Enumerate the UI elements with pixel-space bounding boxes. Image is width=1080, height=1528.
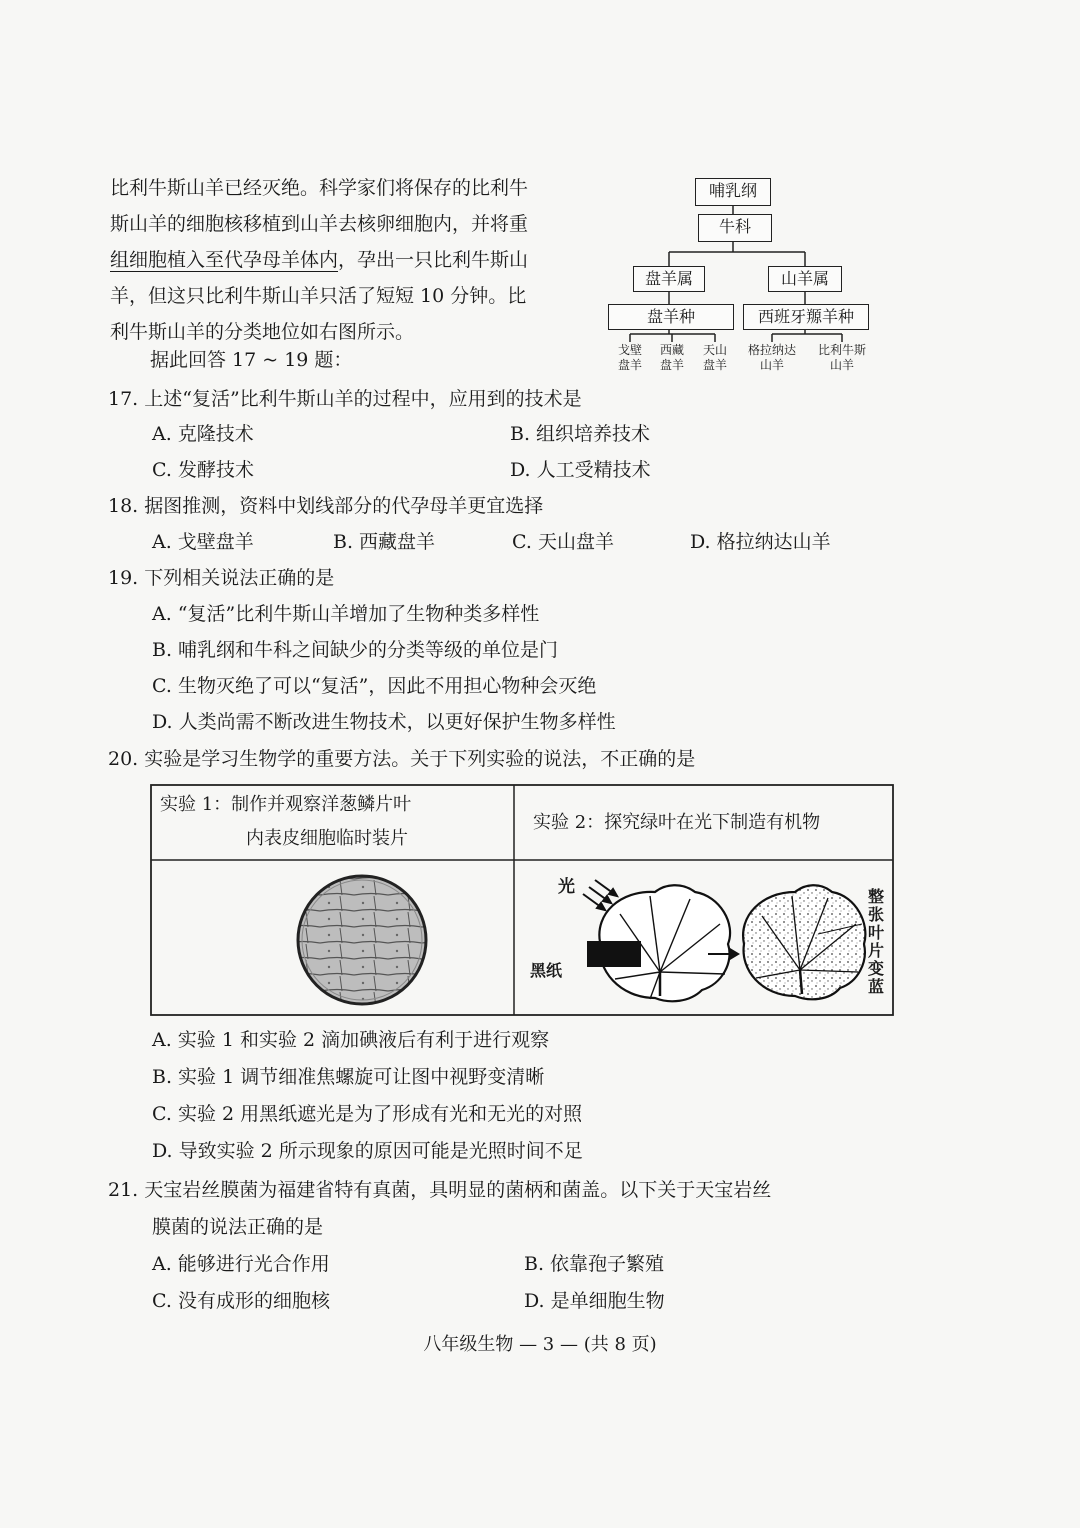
taxon-family: 牛科 (698, 214, 772, 242)
taxon-class: 哺乳纲 (695, 178, 771, 206)
leaf-line: 格拉纳达 (747, 343, 796, 357)
leaf-line: 盘羊 (659, 358, 684, 372)
taxon-leaf-tianshan (692, 343, 738, 373)
experiment-1-title-line1: 实验 1：制作并观察洋葱鳞片叶 (160, 794, 412, 815)
leaf-line: 戈壁 (617, 343, 642, 357)
intro-line: 羊，但这只比利牛斯山羊只活了短短 10 分钟。比 (110, 285, 527, 307)
leaf-after-icon (743, 885, 865, 999)
leaf-line: 山羊 (759, 358, 784, 372)
q18-option-a: A. 戈壁盘羊 (152, 531, 254, 553)
q18-option-c: C. 天山盘羊 (512, 531, 614, 553)
q19-option-a: A. “复活”比利牛斯山羊增加了生物种类多样性 (152, 603, 540, 625)
taxon-leaf-granada (740, 343, 804, 373)
label-char: 叶 (867, 923, 884, 942)
q17-option-c: C. 发酵技术 (152, 459, 254, 481)
leaf-result-label (866, 888, 886, 996)
q21-option-b: B. 依靠孢子繁殖 (524, 1253, 665, 1275)
taxon-genus-ovis: 盘羊属 (633, 266, 705, 292)
taxon-leaf-tibet (649, 343, 695, 373)
q19-option-d: D. 人类尚需不断改进生物技术，以更好保护生物多样性 (152, 711, 616, 733)
question-20: 20. 实验是学习生物学的重要方法。关于下列实验的说法，不正确的是 (108, 748, 696, 770)
taxon-leaf-pyrenean (810, 343, 874, 373)
leaf-line: 天山 (702, 343, 727, 357)
leaf-line: 盘羊 (617, 358, 642, 372)
intro-line: 利牛斯山羊的分类地位如右图所示。 (110, 321, 415, 343)
q17-option-d: D. 人工受精技术 (510, 459, 651, 481)
taxon-species-pyrenaica: 西班牙羱羊种 (743, 304, 869, 330)
experiment-table (150, 784, 894, 1016)
intro-passage (110, 170, 590, 350)
intro-text: ，孕出一只比利牛斯山 (338, 249, 529, 271)
taxonomy-diagram (600, 170, 890, 385)
q20-option-d: D. 导致实验 2 所示现象的原因可能是光照时间不足 (152, 1140, 583, 1162)
q17-option-a: A. 克隆技术 (152, 423, 254, 445)
leaf-line: 西藏 (659, 343, 684, 357)
label-char: 整 (867, 887, 884, 906)
experiment-2-title: 实验 2：探究绿叶在光下制造有机物 (533, 812, 821, 833)
q18-option-d: D. 格拉纳达山羊 (690, 531, 831, 553)
q20-option-a: A. 实验 1 和实验 2 滴加碘液后有利于进行观察 (152, 1029, 550, 1051)
taxon-species-ammon: 盘羊种 (608, 304, 734, 330)
question-21: 21. 天宝岩丝膜菌为福建省特有真菌，具明显的菌柄和菌盖。以下关于天宝岩丝 (108, 1179, 772, 1201)
q21-option-c: C. 没有成形的细胞核 (152, 1290, 330, 1312)
label-char: 蓝 (867, 977, 884, 996)
intro-line (110, 242, 590, 278)
leaf-line: 比利牛斯 (817, 343, 866, 357)
taxon-genus-capra: 山羊属 (768, 266, 842, 292)
q21-option-d: D. 是单细胞生物 (524, 1290, 665, 1312)
question-21-continued: 膜菌的说法正确的是 (152, 1216, 324, 1238)
intro-line: 比利牛斯山羊已经灭绝。科学家们将保存的比利牛 (110, 177, 529, 199)
q19-option-b: B. 哺乳纲和牛科之间缺少的分类等级的单位是门 (152, 639, 559, 661)
underlined-text: 组细胞植入至代孕母羊体内 (110, 249, 339, 271)
taxon-leaf-gobi (607, 343, 653, 373)
onion-cells-micrograph (298, 876, 426, 1004)
question-19: 19. 下列相关说法正确的是 (108, 567, 335, 589)
light-label: 光 (558, 877, 575, 897)
experiment-1-title-line2: 内表皮细胞临时装片 (246, 828, 408, 849)
label-char: 张 (867, 905, 884, 924)
label-char: 变 (867, 959, 884, 978)
intro-line: 斯山羊的细胞核移植到山羊去核卵细胞内，并将重 (110, 213, 529, 235)
q17-option-b: B. 组织培养技术 (510, 423, 651, 445)
q20-option-c: C. 实验 2 用黑纸遮光是为了形成有光和无光的对照 (152, 1103, 583, 1125)
q20-option-b: B. 实验 1 调节细准焦螺旋可让图中视野变清晰 (152, 1066, 545, 1088)
question-18: 18. 据图推测，资料中划线部分的代孕母羊更宜选择 (108, 495, 544, 517)
leaf-line: 盘羊 (702, 358, 727, 372)
black-paper-label: 黑纸 (530, 961, 563, 980)
q21-option-a: A. 能够进行光合作用 (152, 1253, 330, 1275)
q19-option-c: C. 生物灭绝了可以“复活”，因此不用担心物种会灭绝 (152, 675, 597, 697)
label-char: 片 (867, 941, 884, 960)
page-footer: 八年级生物 — 3 — (共 8 页) (423, 1334, 657, 1355)
question-lead: 据此回答 17 ~ 19 题： (150, 349, 353, 371)
question-17: 17. 上述“复活”比利牛斯山羊的过程中，应用到的技术是 (108, 388, 582, 410)
q18-option-b: B. 西藏盘羊 (333, 531, 436, 553)
leaf-line: 山羊 (829, 358, 854, 372)
